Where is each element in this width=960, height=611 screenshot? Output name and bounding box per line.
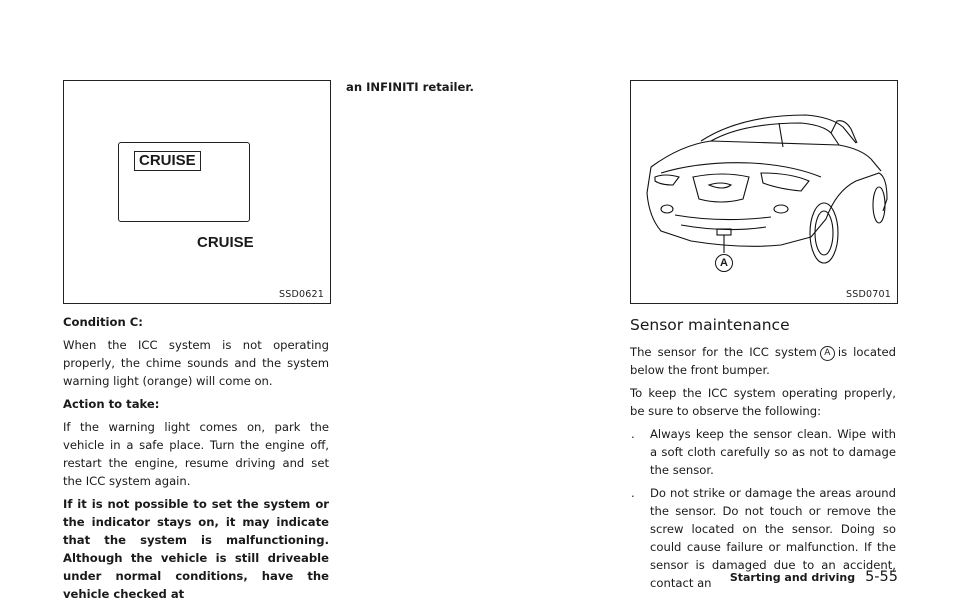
- page-number: 5-55: [865, 569, 898, 585]
- bullet-dot: .: [631, 486, 635, 500]
- vehicle-illustration: [631, 81, 897, 303]
- section-heading: Sensor maintenance: [630, 316, 790, 334]
- cruise-caption-label: CRUISE: [197, 234, 254, 251]
- display-panel: [118, 142, 250, 222]
- bullet-dot: .: [631, 427, 635, 441]
- figure-code: SSD0621: [279, 289, 324, 300]
- paragraph: [630, 343, 896, 379]
- continuation-text: an INFINITI retailer.: [346, 80, 474, 94]
- paragraph: To keep the ICC system operating properly, be sure to observe the following:: [630, 386, 896, 418]
- figure-cruise-indicator: [63, 80, 331, 304]
- paragraph: If the warning light comes on, park the vehicle in a safe place. Turn the engine off, restart the engine, resume driving and set the ICC system again.: [63, 420, 329, 488]
- condition-heading: Condition C:: [63, 315, 143, 329]
- paragraph: When the ICC system is not operating properly, the chime sounds and the system warning light (orange) will come on.: [63, 338, 329, 388]
- figure-code: SSD0701: [846, 289, 891, 300]
- list-item: . Always keep the sensor clean. Wipe with a soft cloth carefully so as not to damage the sensor.: [631, 427, 896, 477]
- marker-a: A: [820, 346, 835, 361]
- list-item: . Do not strike or damage the areas around the sensor. Do not touch or remove the screw located on the sensor. Doing so could cause failure or malfunction. If the sensor is damaged due to an accident, contact an: [631, 486, 896, 590]
- section-name: Starting and driving: [729, 571, 856, 584]
- intro-text-before: The sensor for the ICC system: [630, 345, 817, 359]
- cruise-indicator-label: CRUISE: [134, 151, 201, 171]
- warning-paragraph: If it is not possible to set the system or the indicator stays on, it may indicate that the system is malfunctioning. Although the vehicle is still driveable under normal conditions, have the vehicle checked at: [63, 497, 329, 601]
- middle-column: [346, 78, 612, 101]
- right-column: [630, 315, 896, 597]
- action-heading: Action to take:: [63, 397, 160, 411]
- intro-text-after: is located below the front bumper.: [630, 345, 897, 377]
- callout-a: A: [715, 254, 733, 272]
- bullet-list: [630, 425, 896, 592]
- page-footer: [730, 569, 898, 585]
- left-column: [63, 313, 329, 608]
- figure-vehicle-sensor: [630, 80, 898, 304]
